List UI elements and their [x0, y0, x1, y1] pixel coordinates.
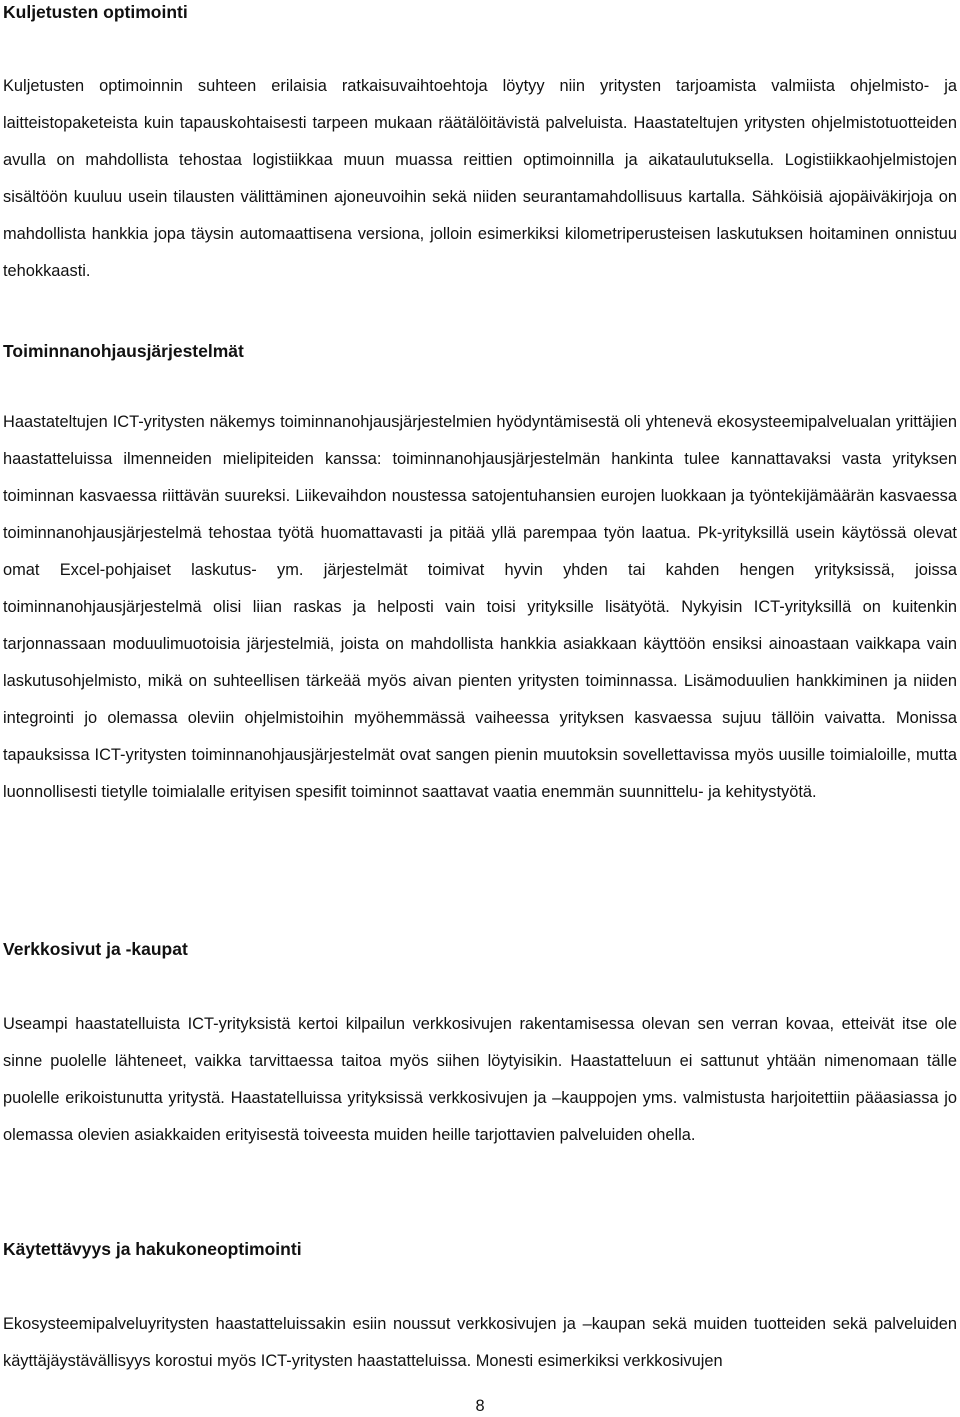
section-heading-toiminnanohjausjarjestelmat: Toiminnanohjausjärjestelmät: [3, 341, 244, 361]
section-heading-verkkosivut-ja-kaupat: Verkkosivut ja -kaupat: [3, 939, 188, 959]
page-number: 8: [475, 1397, 485, 1415]
section-paragraph-kuljetusten-optimointi: Kuljetusten optimoinnin suhteen erilaisia ratkaisuvaihtoehtoja löytyy niin yritysten tarjoamista valmiista ohjelmisto- ja laitteistopaketeista kuin tapauskohtaisesti tarpeen mukaan räätälöitävistä palveluista. Haastateltujen yritysten ohjelmistotuotteiden avulla on mahdollista tehostaa logistiikkaa muun muassa reittien optimoinnilla ja aikataulutuksella. Logistiikkaohjelmistojen sisältöön kuuluu usein tilausten välittäminen ajoneuvoihin sekä niiden seurantamahdollisuus kartalla. Sähköisiä ajopäiväkirjoja on mahdollista hankkia jopa täysin automaattisena versiona, jolloin esimerkiksi kilometriperusteisen laskutuksen hoitaminen onnistuu tehokkaasti.: [3, 77, 957, 280]
section-paragraph-kaytettavyys-ja-hakukoneoptimointi: Ekosysteemipalveluyritysten haastatteluissakin esiin noussut verkkosivujen ja –kaupan sekä muiden tuotteiden sekä palveluiden käyttäjäystävällisyys korostui myös ICT-yritysten haastatteluissa. Monesti esimerkiksi verkkosivujen: [3, 1315, 957, 1370]
section-heading-kuljetusten-optimointi: Kuljetusten optimointi: [3, 2, 188, 22]
section-paragraph-verkkosivut-ja-kaupat: Useampi haastatelluista ICT-yrityksistä kertoi kilpailun verkkosivujen rakentamisessa olevan sen verran kovaa, etteivät itse ole sinne puolelle lähteneet, vaikka tarvittaessa taitoa myös siihen löytyisikin. Haastatteluun ei sattunut yhtään nimenomaan tälle puolelle erikoistunutta yritystä. Haastatelluissa yrityksissä verkkosivujen ja –kauppojen yms. valmistusta harjoitettiin pääasiassa jo olemassa olevien asiakkaiden erityisestä toiveesta muiden heille tarjottavien palveluiden ohella.: [3, 1015, 957, 1144]
section-heading-kaytettavyys-ja-hakukoneoptimointi: Käytettävyys ja hakukoneoptimointi: [3, 1239, 302, 1259]
section-paragraph-toiminnanohjausjarjestelmat: Haastateltujen ICT-yritysten näkemys toiminnanohjausjärjestelmien hyödyntämisestä oli yhtenevä ekosysteemipalvelualan yrittäjien haastatteluissa ilmenneiden mielipiteiden kanssa: toiminnanohjausjärjestelmän hankinta tulee kannattavaksi vasta yrityksen toiminnan kasvaessa riittävän suureksi. Liikevaihdon noustessa satojentuhansien eurojen luokkaan ja työntekijämäärän kasvaessa toiminnanohjausjärjestelmä tehostaa työtä huomattavasti ja pitää yllä parempaa työn laatua. Pk-yrityksillä usein käytössä olevat omat Excel-pohjaiset laskutus- ym. järjestelmät toimivat hyvin yhden tai kahden hengen yrityksissä, joissa toiminnanohjausjärjestelmä olisi liian raskas ja helposti vain toisi yrityksille lisätyötä. Nykyisin ICT-yrityksillä on kuitenkin tarjonnassaan moduulimuotoisia järjestelmiä, joista on mahdollista hankkia asiakkaan käyttöön ensiksi ainoastaan vaikkapa vain laskutusohjelmisto, mikä on suhteellisen tärkeää myös aivan pienten yritysten toiminnassa. Lisämoduulien hankkiminen ja niiden integrointi jo olemassa oleviin ohjelmistoihin myöhemmässä vaiheessa yrityksen kasvaessa sujuu tällöin vaivatta. Monissa tapauksissa ICT-yritysten toiminnanohjausjärjestelmät ovat sangen pienin muutoksin sovellettavissa myös uusille toimialoille, mutta luonnollisesti tietylle toimialalle erityisen spesifit toiminnot saattavat vaatia enemmän suunnittelu- ja kehitystyötä.: [3, 413, 957, 801]
